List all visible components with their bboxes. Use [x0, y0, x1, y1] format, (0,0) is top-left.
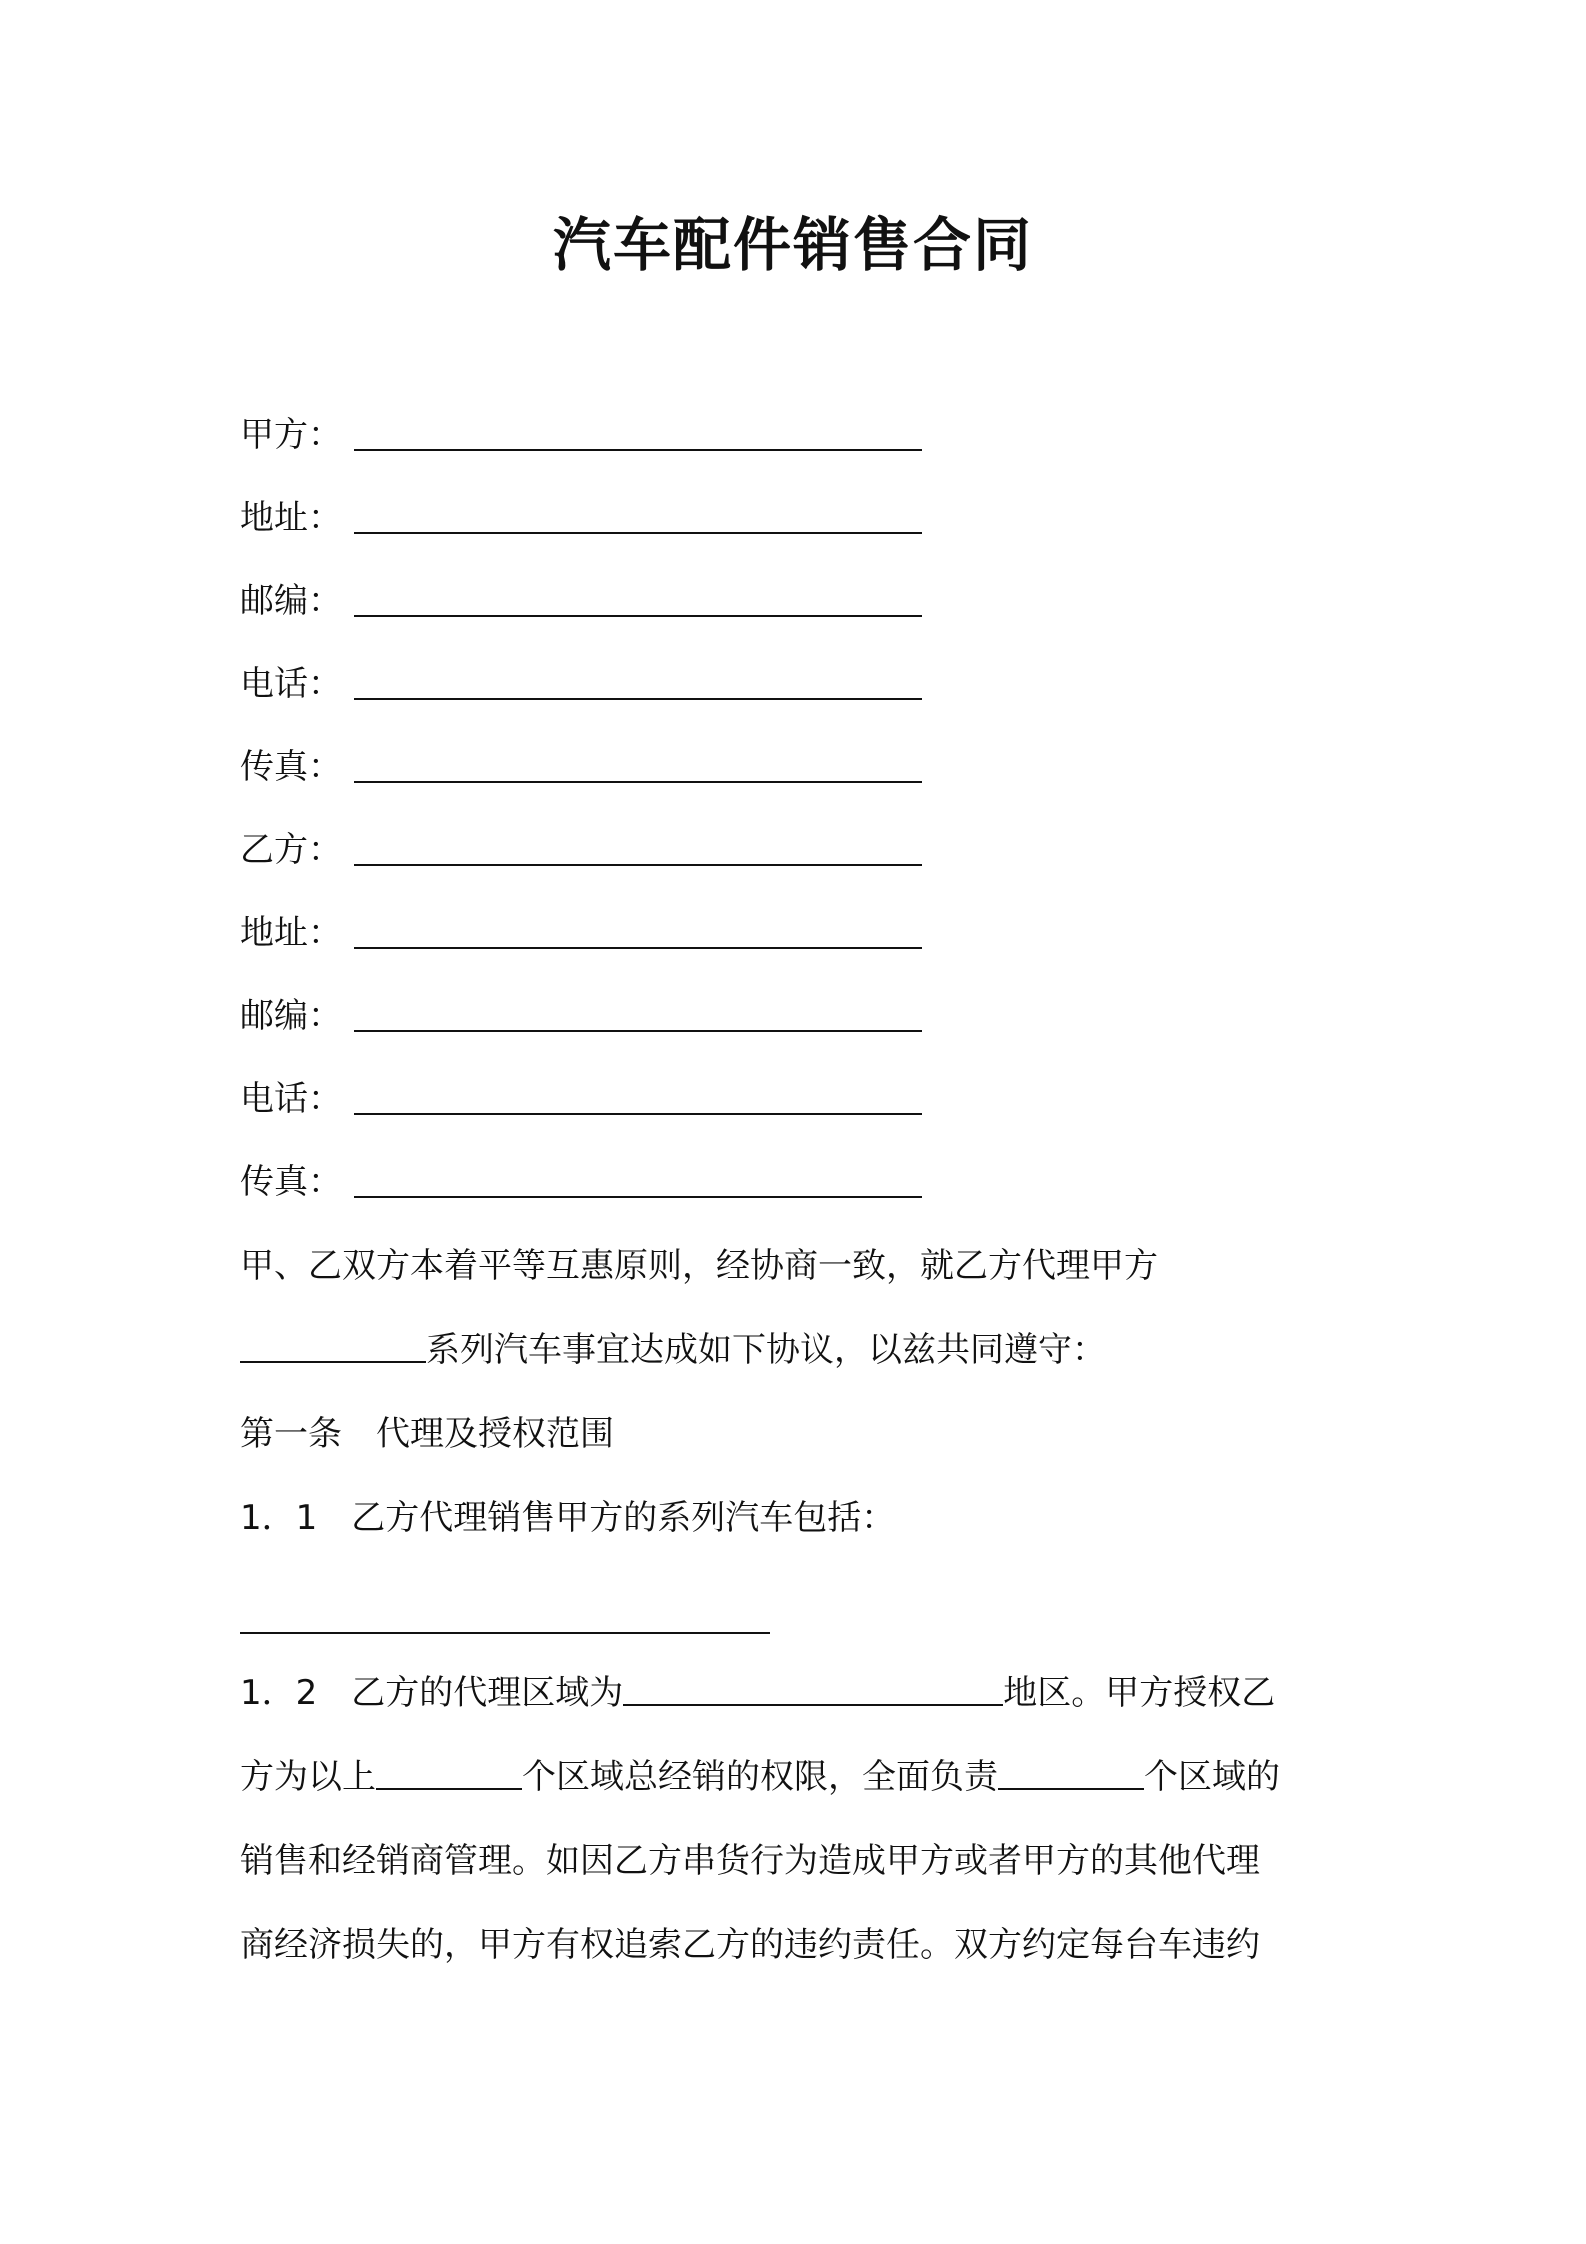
party-a-fax-blank: [354, 781, 922, 783]
clause-1-2-text-c: 方为以上: [240, 1757, 376, 1797]
party-b-name-blank: [354, 864, 922, 866]
clause-1-2-text-d: 个区域总经销的权限，全面负责: [522, 1757, 998, 1797]
preamble-line-1: 甲、乙双方本着平等互惠原则，经协商一致，就乙方代理甲方: [240, 1246, 1158, 1286]
party-b-address-label: 地址：: [240, 913, 342, 953]
party-b-postcode-label: 邮编：: [240, 996, 342, 1036]
clause-1-2-text-a: 1．2 乙方的代理区域为: [240, 1673, 624, 1713]
party-a-name-label: 甲方：: [240, 415, 342, 455]
document-title: 汽车配件销售合同: [552, 211, 1033, 279]
party-b-name-label: 乙方：: [240, 830, 342, 870]
party-b-phone-label: 电话：: [240, 1079, 342, 1119]
party-a-name-field: [240, 405, 922, 465]
party-a-address-label: 地址：: [240, 498, 342, 538]
party-a-phone-field: [240, 654, 922, 714]
party-b-postcode-field: [240, 986, 922, 1046]
party-a-address-blank: [354, 532, 922, 534]
clause-1-2-line-1: [240, 1663, 1275, 1723]
clause-1-2-text-e: 个区域的: [1144, 1757, 1280, 1797]
party-a-postcode-label: 邮编：: [240, 581, 342, 621]
party-a-name-blank: [354, 449, 922, 451]
series-blank: [240, 1361, 426, 1363]
preamble-line-2: [240, 1320, 1106, 1380]
party-b-phone-field: [240, 1069, 922, 1129]
party-a-phone-label: 电话：: [240, 664, 342, 704]
party-a-postcode-blank: [354, 615, 922, 617]
clause-1-2-line-4: 商经济损失的，甲方有权追索乙方的违约责任。双方约定每台车违约: [240, 1925, 1260, 1965]
article-1-heading: 第一条 代理及授权范围: [240, 1414, 614, 1454]
party-b-name-field: [240, 820, 922, 880]
party-b-address-blank: [354, 947, 922, 949]
party-a-phone-blank: [354, 698, 922, 700]
party-a-fax-field: [240, 737, 922, 797]
party-b-fax-label: 传真：: [240, 1162, 342, 1202]
clause-1-1: 1．1 乙方代理销售甲方的系列汽车包括：: [240, 1498, 896, 1538]
party-b-phone-blank: [354, 1113, 922, 1115]
clause-1-2-line-2: [240, 1747, 1280, 1807]
party-a-fax-label: 传真：: [240, 747, 342, 787]
party-b-fax-field: [240, 1152, 922, 1212]
party-a-postcode-field: [240, 571, 922, 631]
region-blank: [623, 1704, 1003, 1706]
clause-1-2-text-b: 地区。甲方授权乙: [1003, 1673, 1276, 1713]
region-count-blank-2: [998, 1788, 1144, 1790]
party-b-address-field: [240, 903, 922, 963]
party-b-postcode-blank: [354, 1030, 922, 1032]
clause-1-1-models-blank: [240, 1632, 770, 1634]
clause-1-2-line-3: 销售和经销商管理。如因乙方串货行为造成甲方或者甲方的其他代理: [240, 1841, 1260, 1881]
preamble-line-2-text: 系列汽车事宜达成如下协议，以兹共同遵守：: [426, 1330, 1106, 1370]
party-a-address-field: [240, 488, 922, 548]
region-count-blank-1: [376, 1788, 522, 1790]
party-b-fax-blank: [354, 1196, 922, 1198]
